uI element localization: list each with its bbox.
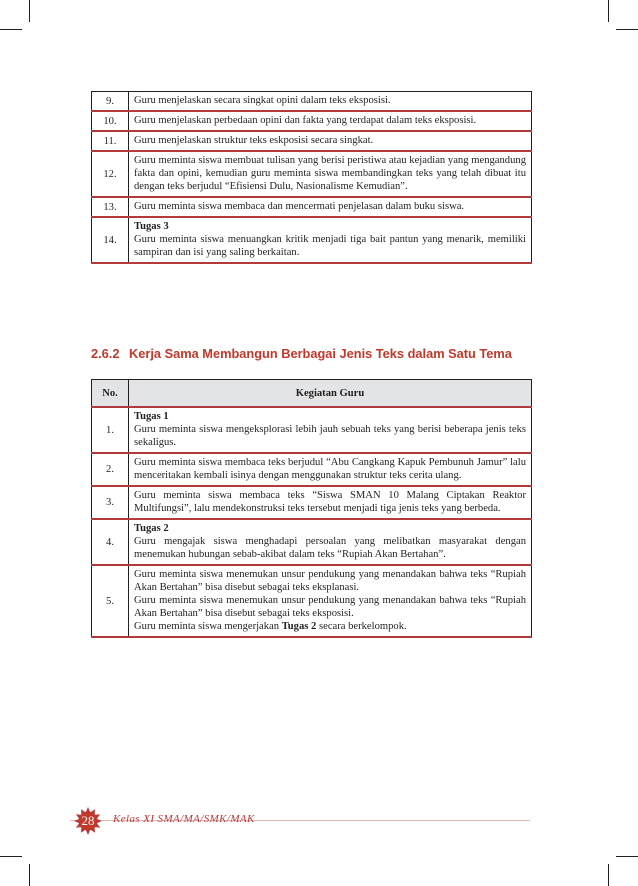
column-header-no: No.: [92, 380, 129, 408]
table-row: [92, 565, 532, 637]
row-activity: Guru meminta siswa membaca teks “Siswa SMAN 10 Malang Ciptakan Reaktor Multifungsi”, lalu mendekonstruksi teks tersebut menjadi tiga jenis teks yang berbeda.: [129, 486, 532, 519]
activity-line: Guru meminta siswa menemukan unsur pendukung yang menandakan bahwa teks “Rupiah Akan Bertahan” bisa disebut sebagai teks eksplanasi.: [134, 569, 526, 593]
task-text: Guru meminta siswa mengeksplorasi lebih jauh sebuah teks yang berisi beberapa jenis teks sekaligus.: [134, 424, 526, 448]
task-reference: Tugas 2: [281, 621, 317, 632]
task-label: Tugas 3: [134, 221, 169, 232]
table-row: [92, 111, 532, 131]
crop-mark: [616, 856, 638, 857]
table-row: [92, 131, 532, 151]
activity-line-text: Guru meminta siswa mengerjakan: [134, 621, 282, 632]
table-row: [92, 217, 532, 263]
task-text: Guru mengajak siswa menghadapi persoalan yang melibatkan masyarakat dengan menemukan hubungan sebab-akibat dalam teks “Rupiah Akan Bertahan”.: [134, 536, 526, 560]
row-number: 1.: [92, 407, 129, 453]
row-number: 5.: [92, 565, 129, 637]
row-number: 13.: [92, 197, 129, 217]
activity-line: [134, 620, 526, 633]
row-number: 2.: [92, 453, 129, 486]
page-number: 28: [81, 813, 95, 828]
task-label: Tugas 1: [134, 411, 169, 422]
row-number: 14.: [92, 217, 129, 263]
section-number: 2.6.2: [91, 346, 120, 361]
table-row: [92, 519, 532, 565]
crop-mark: [616, 29, 638, 30]
row-number: 12.: [92, 151, 129, 197]
row-activity: [129, 407, 532, 453]
row-activity: Guru menjelaskan secara singkat opini dalam teks eksposisi.: [129, 92, 532, 112]
activity-line: Guru meminta siswa menemukan unsur pendukung yang menandakan bahwa teks “Rupiah Akan Bertahan” bisa disebut sebagai teks eksposisi.: [134, 595, 526, 619]
row-activity: [129, 565, 532, 637]
table-row: [92, 197, 532, 217]
table-row: [92, 486, 532, 519]
row-number: 9.: [92, 92, 129, 112]
task-text: Guru meminta siswa menuangkan kritik menjadi tiga bait pantun yang menarik, memiliki sampiran dan isi yang saling berkaitan.: [134, 234, 526, 258]
row-activity: [129, 217, 532, 263]
row-activity: Guru menjelaskan perbedaan opini dan fakta yang terdapat dalam teks eksposisi.: [129, 111, 532, 131]
row-activity: [129, 519, 532, 565]
task-label: Tugas 2: [134, 523, 169, 534]
table-row: [92, 453, 532, 486]
crop-mark: [0, 856, 22, 857]
section-title: Kerja Sama Membangun Berbagai Jenis Teks dalam Satu Tema: [129, 346, 512, 361]
row-number: 4.: [92, 519, 129, 565]
row-activity: Guru meminta siswa membaca teks berjudul “Abu Cangkang Kapuk Pembunuh Jamur” lalu menceritakan kembali isinya dengan menggunakan struktur teks cerita ulang.: [129, 453, 532, 486]
activity-line-text: secara berkelompok.: [316, 621, 407, 632]
column-header-activity: Kegiatan Guru: [129, 380, 532, 408]
row-activity: Guru meminta siswa membuat tulisan yang berisi peristiwa atau kejadian yang mengandung fakta dan opini, kemudian guru meminta siswa membandingkan teks yang telah dibuat itu dengan teks berjudul “Efisiensi Dulu, Nasionalisme Kemudian”.: [129, 151, 532, 197]
table-row: [92, 92, 532, 112]
crop-mark: [0, 29, 22, 30]
table-row: [92, 151, 532, 197]
crop-mark: [608, 0, 609, 22]
activity-table: [91, 379, 532, 638]
row-number: 11.: [92, 131, 129, 151]
table-row: [92, 407, 532, 453]
crop-mark: [608, 864, 609, 886]
page-number-badge: [74, 807, 102, 835]
row-number: 10.: [92, 111, 129, 131]
activity-table-continued: [91, 91, 532, 264]
crop-mark: [29, 864, 30, 886]
row-activity: Guru menjelaskan struktur teks eskposisi secara singkat.: [129, 131, 532, 151]
footer-title: Kelas XI SMA/MA/SMK/MAK: [113, 813, 255, 825]
table-header-row: [92, 380, 532, 408]
crop-mark: [29, 0, 30, 22]
row-activity: Guru meminta siswa membaca dan mencermati penjelasan dalam buku siswa.: [129, 197, 532, 217]
row-number: 3.: [92, 486, 129, 519]
section-heading: [91, 346, 532, 361]
